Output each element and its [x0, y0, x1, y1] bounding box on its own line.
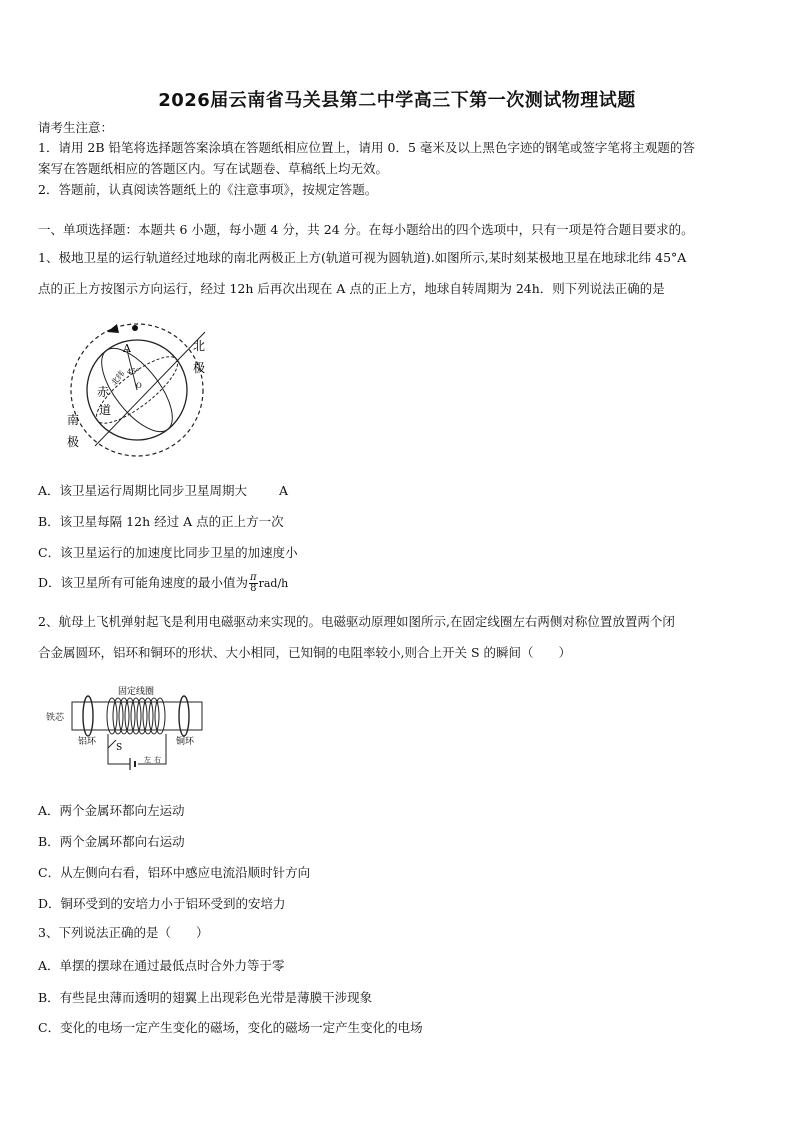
switch-s — [108, 740, 116, 748]
q2-option-c: C．从左侧向右看，铝环中感应电流沿顺时针方向 — [38, 865, 311, 880]
q3-option-b: B．有些昆虫薄而透明的翅翼上出现彩色光带是薄膜干涉现象 — [38, 990, 373, 1005]
notice-item-2: 2．答题前，认真阅读答题纸上的《注意事项》，按规定答题。 — [38, 182, 378, 197]
fraction-denominator: 8 — [250, 583, 257, 594]
q2-option-d: D．铜环受到的安培力小于铝环受到的安培力 — [38, 896, 286, 911]
q1-stem-line-2: 点的正上方按图示方向运行，经过 12h 后再次出现在 A 点的正上方，地球自转周期为 24h．则下列说法正确的是 — [38, 281, 665, 296]
label-south-1: 南 — [67, 413, 80, 427]
q2-circuit-figure — [42, 682, 212, 774]
q3-stem: 3、下列说法正确的是（ ） — [38, 925, 209, 940]
q1-option-a — [38, 481, 288, 499]
satellite-dot — [132, 325, 138, 331]
q1-option-c: C．该卫星运行的加速度比同步卫星的加速度小 — [38, 545, 298, 560]
q3-option-c: C．变化的电场一定产生变化的磁场，变化的磁场一定产生变化的电场 — [38, 1020, 423, 1035]
label-equator-2: 道 — [99, 403, 112, 417]
fixed-coil — [107, 698, 165, 734]
q1-stem-line-1: 1、极地卫星的运行轨道经过地球的南北两极正上方(轨道可视为圆轨道).如图所示,某时刻某极地卫星在地球北纬 45°A — [38, 250, 687, 265]
q2-option-a: A．两个金属环都向左运动 — [38, 803, 185, 818]
label-south-2: 极 — [67, 435, 80, 449]
q2-option-b: B．两个金属环都向右运动 — [38, 834, 185, 849]
q1-option-d — [38, 573, 288, 594]
q1-option-d-unit: rad/h — [258, 577, 289, 590]
q1-option-b: B．该卫星每隔 12h 经过 A 点的正上方一次 — [38, 514, 284, 529]
notice-item-1-line-1: 1．请用 2B 铅笔将选择题答案涂填在答题纸相应位置上，请用 0．5 毫米及以上黑色字迹的钢笔或签字笔将主观题的答 — [38, 140, 695, 155]
label-left-terminal: 左 — [144, 756, 151, 764]
label-fixed-coil: 固定线圈 — [118, 687, 155, 697]
label-copper-ring: 铜环 — [176, 737, 195, 747]
q1-orbit-figure — [55, 318, 225, 458]
section-heading: 一、单项选择题：本题共 6 小题，每小题 4 分，共 24 分。在每小题给出的四个选项中，只有一项是符合题目要求的。 — [38, 222, 694, 237]
q2-stem-line-2: 合金属圆环，铝环和铜环的形状、大小相同，已知铜的电阻率较小,则合上开关 S 的瞬间（ ） — [38, 645, 571, 660]
label-north-2: 极 — [193, 361, 206, 375]
label-aluminum-ring: 铝环 — [78, 737, 97, 747]
direction-arrow-icon — [107, 324, 119, 333]
page-title: 2026届云南省马关县第二中学高三下第一次测试物理试题 — [158, 90, 636, 111]
label-latitude: 北纬 — [109, 369, 127, 388]
notice-heading: 请考生注意： — [38, 120, 114, 135]
q3-option-a: A．单摆的摆球在通过最低点时合外力等于零 — [38, 958, 285, 973]
label-center: O — [136, 382, 142, 390]
notice-item-1-line-2: 案写在答题纸相应的答题区内。写在试题卷、草稿纸上均无效。 — [38, 161, 389, 176]
label-switch: S — [116, 743, 123, 753]
label-north-1: 北 — [193, 339, 206, 353]
q1-option-d-prefix: D．该卫星所有可能角速度的最小值为 — [38, 575, 249, 590]
fraction-numerator: π — [250, 572, 257, 583]
q1-option-d-fraction — [249, 573, 258, 594]
label-equator-1: 赤 — [97, 385, 110, 399]
label-angle: 45° — [127, 368, 140, 376]
label-right-terminal: 右 — [154, 756, 161, 764]
q2-stem-line-1: 2、航母上飞机弹射起飞是利用电磁驱动来实现的。电磁驱动原理如图所示,在固定线圈左右两侧对称位置放置两个闭 — [38, 614, 675, 629]
label-iron-core: 铁芯 — [46, 713, 65, 723]
q1-option-a-text: A．该卫星运行周期比同步卫星周期大 — [38, 483, 248, 498]
label-A: A — [123, 342, 131, 355]
wire-right — [138, 734, 166, 764]
q1-option-a-mark: A — [279, 483, 289, 498]
